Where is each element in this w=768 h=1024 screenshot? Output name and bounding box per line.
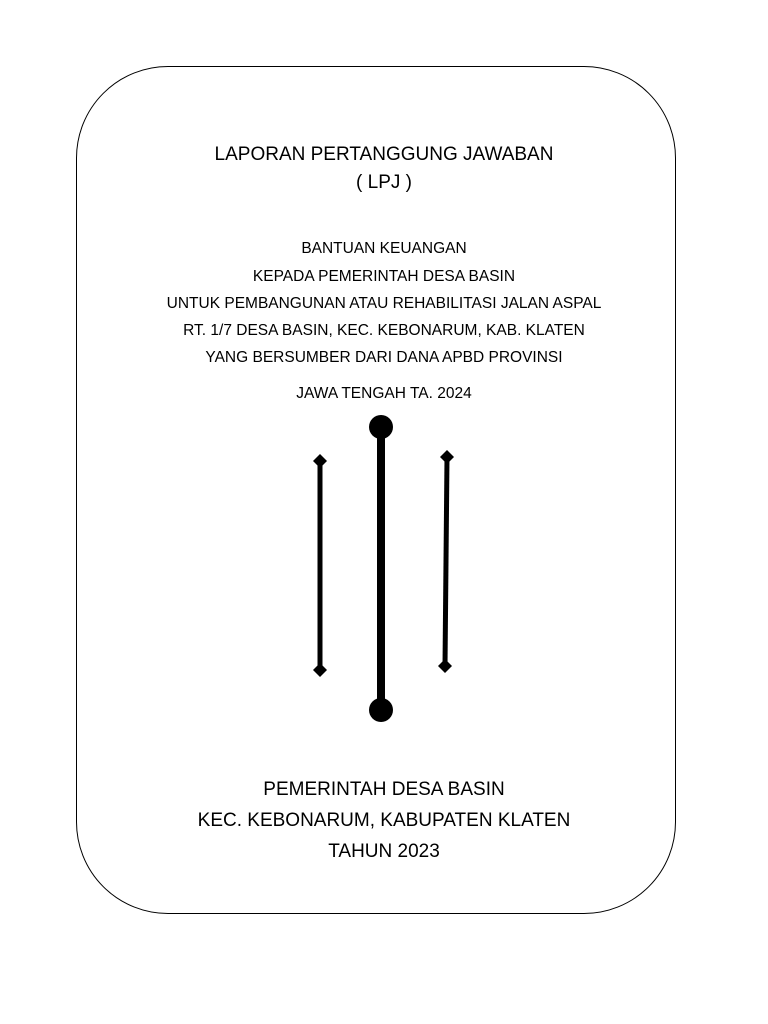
subtitle-line-2: KEPADA PEMERINTAH DESA BASIN <box>252 268 516 285</box>
subtitle-line-6: JAWA TENGAH TA. 2024 <box>296 385 472 402</box>
footer-line-3: TAHUN 2023 <box>328 841 440 862</box>
center-bar-ornament <box>369 415 393 722</box>
left-bar-ornament <box>313 454 327 677</box>
subtitle-line-4: RT. 1/7 DESA BASIN, KEC. KEBONARUM, KAB. KLATEN <box>183 322 585 339</box>
footer-line-1: PEMERINTAH DESA BASIN <box>263 779 505 800</box>
subtitle-line-5: YANG BERSUMBER DARI DANA APBD PROVINSI <box>205 349 563 366</box>
report-abbreviation: ( LPJ ) <box>356 172 412 193</box>
right-bar-ornament <box>438 450 454 673</box>
report-title: LAPORAN PERTANGGUNG JAWABAN <box>214 144 554 165</box>
decorative-bars <box>0 410 768 730</box>
subtitle-line-1: BANTUAN KEUANGAN <box>301 240 467 257</box>
subtitle-line-3: UNTUK PEMBANGUNAN ATAU REHABILITASI JALAN ASPAL <box>166 295 602 312</box>
footer-line-2: KEC. KEBONARUM, KABUPATEN KLATEN <box>197 810 571 831</box>
